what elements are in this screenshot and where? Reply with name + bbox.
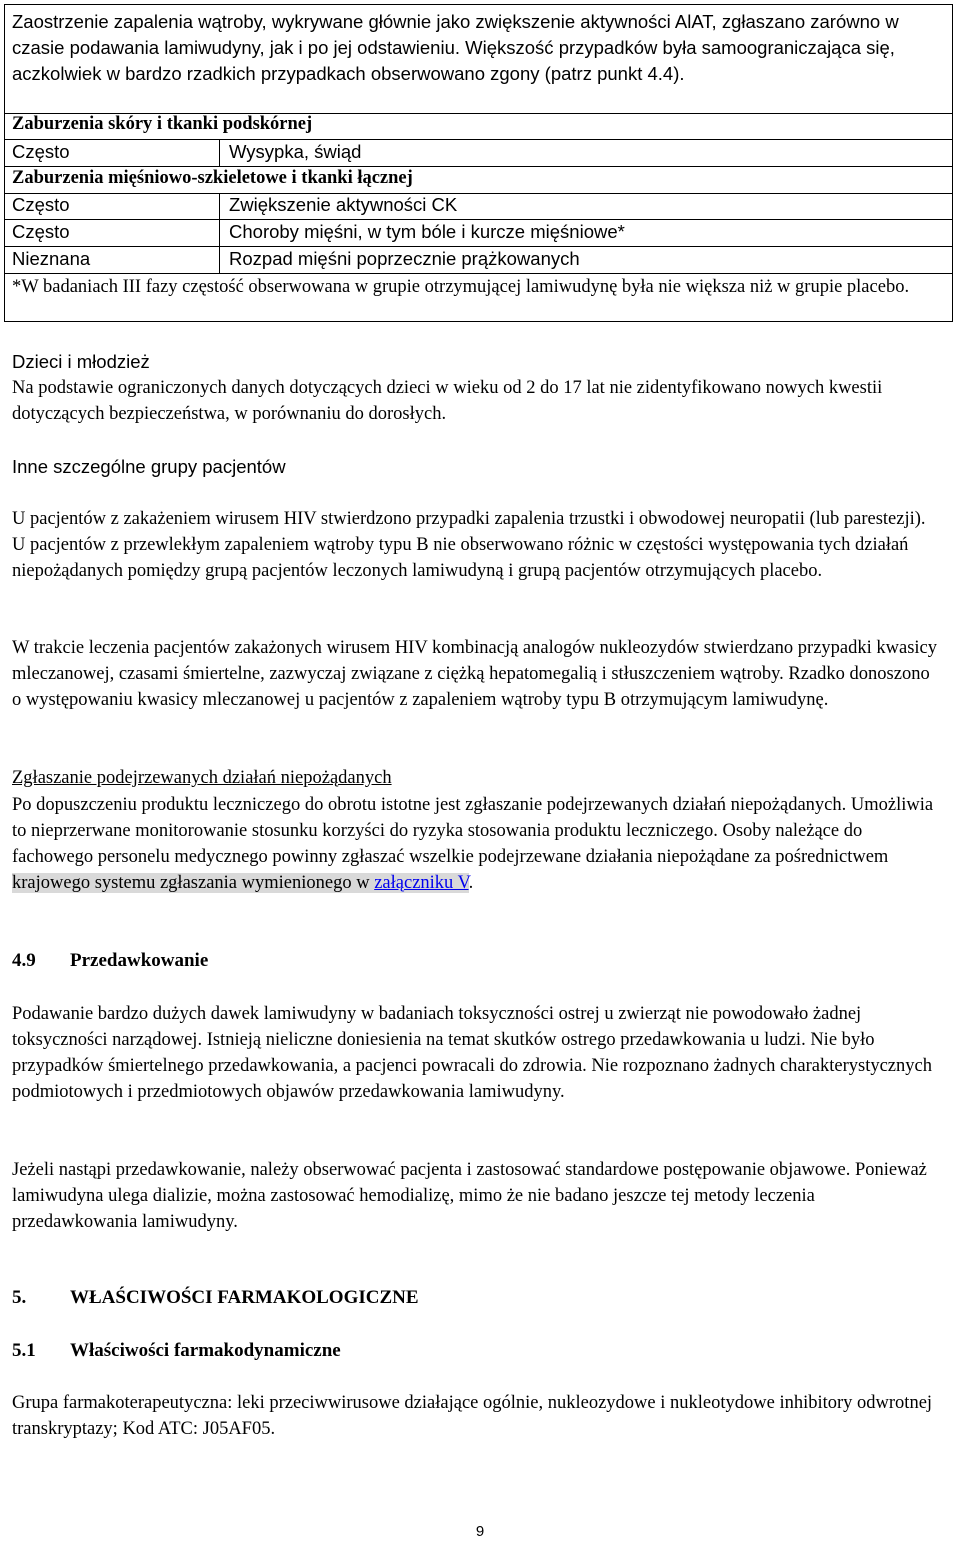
effect-cell: Wysypka, świąd [229, 141, 362, 162]
reporting-highlight [12, 873, 469, 893]
frequency-cell: Często [12, 141, 70, 162]
pharmacodynamics-text: Grupa farmakoterapeutyczna: leki przeciwwirusowe działające ogólnie, nukleozydowe i nukleotydowe inhibitory odwrotnej transkryptazy; Kod ATC: J05AF05. [12, 1393, 933, 1439]
reporting-text [12, 792, 942, 896]
reporting-end: . [468, 873, 474, 893]
children-text: Na podstawie ograniczonych danych dotyczących dzieci w wieku od 2 do 17 lat nie zidentyfikowano nowych kwestii dotyczących bezpieczeństwa, w porównaniu do dorosłych. [12, 378, 883, 424]
frequency-cell: Często [12, 221, 70, 242]
effect-cell: Zwiększenie aktywności CK [229, 194, 458, 215]
adverse-reactions-table [4, 4, 953, 322]
section-muscle-heading: Zaburzenia mięśniowo-szkieletowe i tkanki łącznej [12, 168, 413, 188]
column-divider [219, 139, 220, 166]
table-divider [5, 273, 952, 274]
table-divider [5, 246, 952, 247]
frequency-cell: Często [12, 194, 70, 215]
effect-cell: Rozpad mięśni poprzecznie prążkowanych [229, 248, 580, 269]
section-5-1-title: Właściwości farmakodynamiczne [70, 1340, 341, 1361]
reporting-heading: Zgłaszanie podejrzewanych działań niepożądanych [12, 768, 392, 788]
section-skin-heading: Zaburzenia skóry i tkanki podskórnej [12, 114, 313, 134]
table-divider [5, 193, 952, 194]
section-5-number: 5. [12, 1287, 27, 1308]
special-groups-text-2: W trakcie leczenia pacjentów zakażonych wirusem HIV kombinacją analogów nukleozydów stwierdzano przypadki kwasicy mleczanowej, czasami śmiertelne, zazwyczaj związane z ciężką hepatomegalią i stłuszczeniem wątroby. Rzadko donoszono o występowaniu kwasicy mleczanowej u pacjentów z zapaleniem wątroby typu B otrzymującym lamiwudynę. [12, 638, 937, 710]
section-5-title: WŁAŚCIWOŚCI FARMAKOLOGICZNE [70, 1287, 419, 1308]
overdose-text-1: Podawanie bardzo dużych dawek lamiwudyny w badaniach toksyczności ostrej u zwierząt nie powodowało żadnej toksyczności narządowej. Istnieją nieliczne doniesienia na temat skutków ostrego przedawkowania u ludzi. Nie było przypadków śmiertelnego przedawkowania, a pacjenci powracali do zdrowia. Nie rozpoznano żadnych charakterystycznych podmiotowych i przedmiotowych objawów przedawkowania lamiwudyny. [12, 1004, 932, 1102]
section-5-1-number: 5.1 [12, 1340, 36, 1361]
overdose-text-2: Jeżeli nastąpi przedawkowanie, należy obserwować pacjenta i zastosować standardowe postępowanie objawowe. Ponieważ lamiwudyna ulega dializie, można zastosować hemodializę, mimo że nie badano jeszcze tej metody leczenia przedawkowania lamiwudyny. [12, 1160, 927, 1232]
reporting-highlight-text: krajowego systemu zgłaszania wymienionego w [12, 873, 370, 893]
frequency-cell: Nieznana [12, 248, 91, 269]
page-number: 9 [475, 1523, 485, 1540]
annex-v-link[interactable]: załączniku V [374, 873, 469, 893]
effect-cell: Choroby mięśni, w tym bóle i kurcze mięśniowe* [229, 221, 625, 242]
column-divider [219, 193, 220, 273]
table-divider [5, 166, 952, 167]
table-footnote: *W badaniach III fazy częstość obserwowana w grupie otrzymującej lamiwudynę była nie większa niż w grupie placebo. [12, 277, 910, 297]
table-divider [5, 219, 952, 220]
special-groups-heading: Inne szczególne grupy pacjentów [12, 456, 286, 477]
reporting-text-plain: Po dopuszczeniu produktu leczniczego do obrotu istotne jest zgłaszanie podejrzewanych działań niepożądanych. Umożliwia to nieprzerwane monitorowanie stosunku korzyści do ryzyka stosowania produktu leczniczego. Osoby należące do fachowego personelu medycznego powinny zgłaszać wszelkie podejrzewane działania niepożądane za pośrednictwem [12, 795, 934, 867]
table-divider [5, 139, 952, 140]
section-4-9-number: 4.9 [12, 950, 36, 971]
table-intro-text: Zaostrzenie zapalenia wątroby, wykrywane głównie jako zwiększenie aktywności AlAT, zgłaszano zarówno w czasie podawania lamiwudyny, jak i po jej odstawieniu. Większość przypadków była samoograniczająca się, aczkolwiek w bardzo rzadkich przypadkach obserwowano zgony (patrz punkt 4.4). [12, 11, 899, 84]
special-groups-text-1: U pacjentów z zakażeniem wirusem HIV stwierdzono przypadki zapalenia trzustki i obwodowej neuropatii (lub parestezji). U pacjentów z przewlekłym zapaleniem wątroby typu B nie obserwowano różnic w częstości występowania tych działań niepożądanych pomiędzy grupą pacjentów leczonych lamiwudyną i grupą pacjentów otrzymujących placebo. [12, 509, 926, 581]
section-4-9-title: Przedawkowanie [70, 950, 209, 971]
children-heading: Dzieci i młodzież [12, 351, 150, 372]
